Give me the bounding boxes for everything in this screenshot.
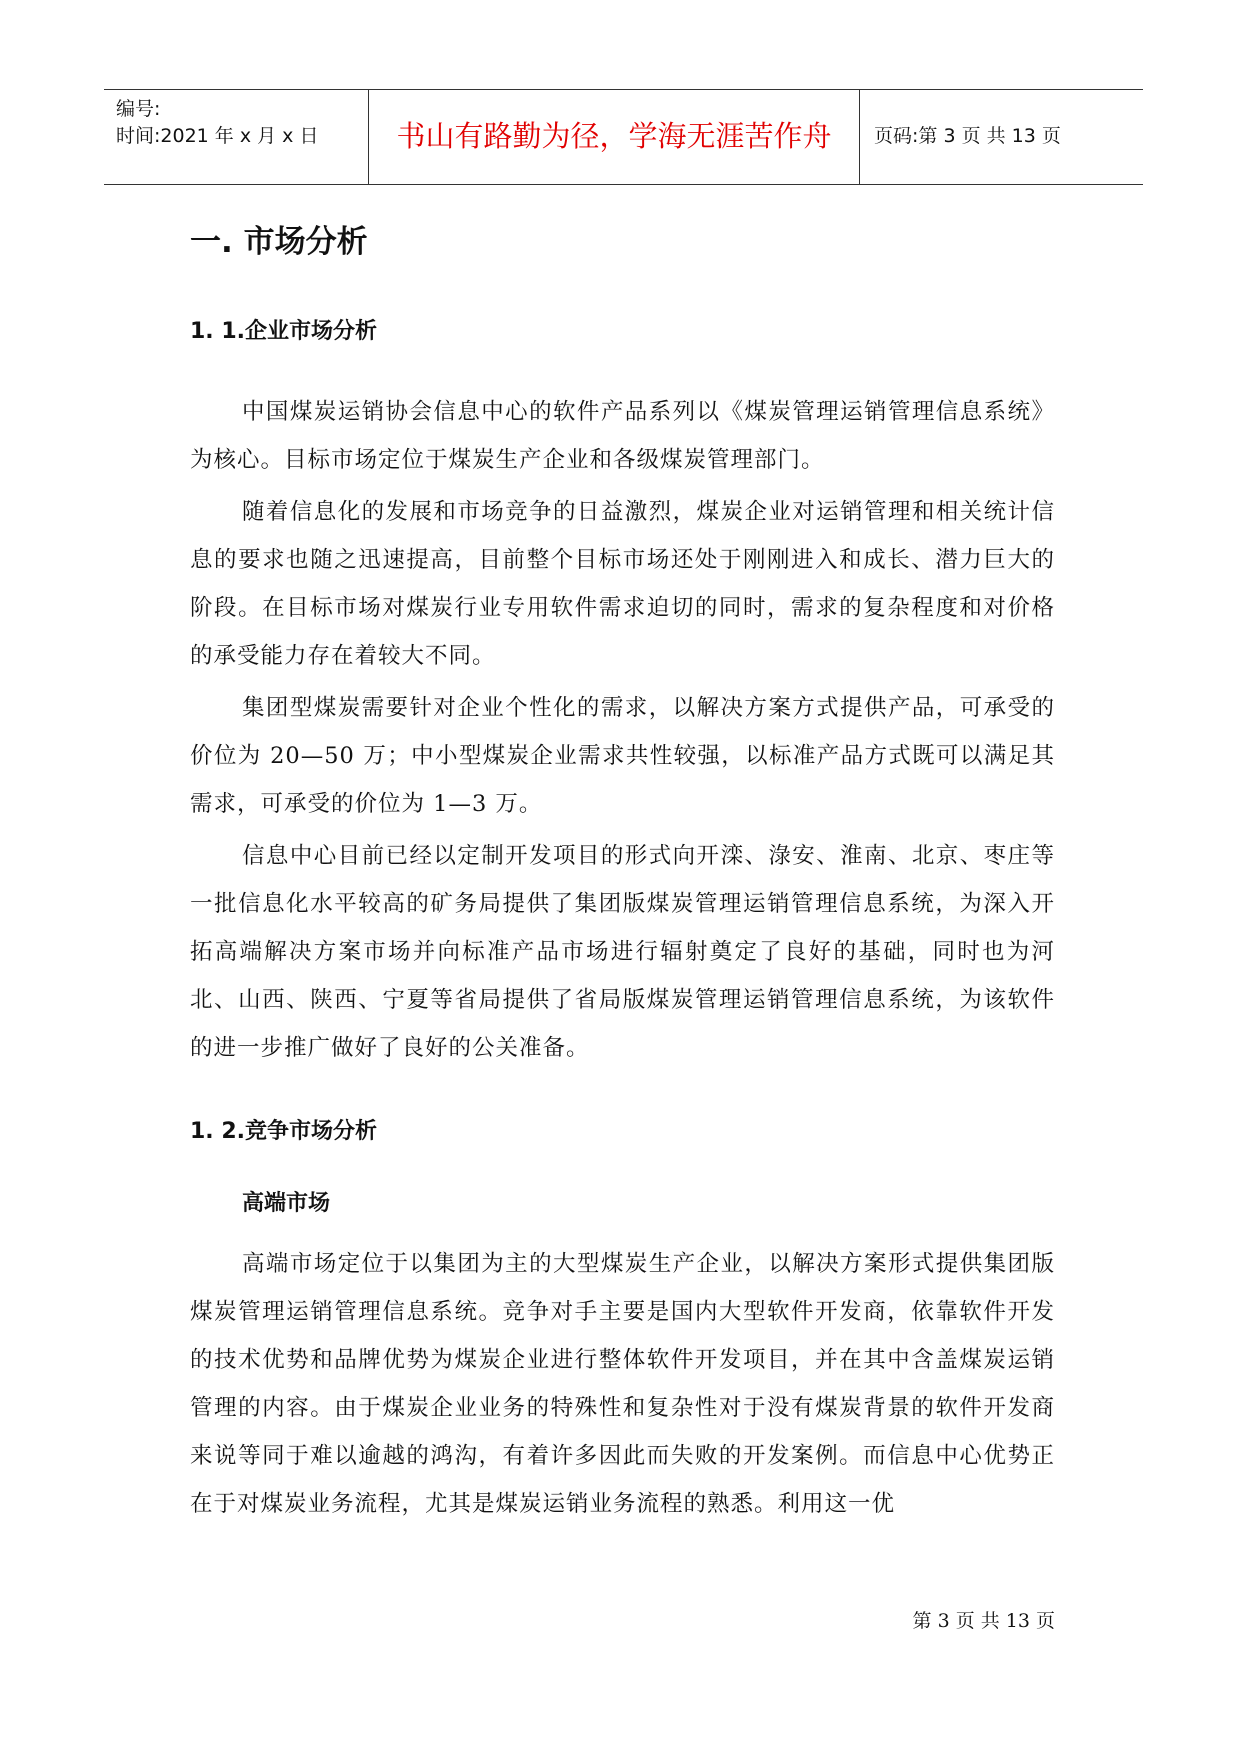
paragraph: 集团型煤炭需要针对企业个性化的需求，以解决方案方式提供产品，可承受的价位为 20—50 万；中小型煤炭企业需求共性较强，以标准产品方式既可以满足其需求，可承受的价位为 1—3 万。 [190,695,1055,817]
subsection-heading: 1. 2.竞争市场分析 [190,1119,377,1144]
header-divider [368,90,369,184]
page-header [104,89,1143,185]
header-meta [116,96,368,150]
header-divider [859,90,860,184]
paragraph: 高端市场定位于以集团为主的大型煤炭生产企业，以解决方案形式提供集团版煤炭管理运销管理信息系统。竞争对手主要是国内大型软件开发商，依靠软件开发的技术优势和品牌优势为煤炭企业进行整体软件开发项目，并在其中含盖煤炭运销管理的内容。由于煤炭企业业务的特殊性和复杂性对于没有煤炭背景的软件开发商来说等同于难以逾越的鸿沟，有着许多因此而失败的开发案例。而信息中心优势正在于对煤炭业务流程，尤其是煤炭运销业务流程的熟悉。利用这一优 [190,1251,1055,1517]
header-motto: 书山有路勤为径，学海无涯苦作舟 [396,119,832,153]
sub-subsection-heading: 高端市场 [242,1191,331,1216]
document-body [190,220,1055,1532]
paragraph: 随着信息化的发展和市场竞争的日益激烈，煤炭企业对运销管理和相关统计信息的要求也随之迅速提高，目前整个目标市场还处于刚刚进入和成长、潜力巨大的阶段。在目标市场对煤炭行业专用软件需求迫切的同时，需求的复杂程度和对价格的承受能力存在着较大不同。 [190,499,1055,669]
document-time-label: 时间:2021 年 x 月 x 日 [116,125,319,147]
document-number-label: 编号: [116,98,161,120]
page-footer: 第 3 页 共 13 页 [912,1610,1055,1632]
section-title: 一. 市场分析 [190,224,368,260]
paragraph: 中国煤炭运销协会信息中心的软件产品系列以《煤炭管理运销管理信息系统》为核心。目标市场定位于煤炭生产企业和各级煤炭管理部门。 [190,399,1055,473]
subsection-heading: 1. 1.企业市场分析 [190,319,377,344]
header-page-code: 页码:第 3 页 共 13 页 [874,125,1061,147]
paragraph: 信息中心目前已经以定制开发项目的形式向开滦、淥安、淮南、北京、枣庄等一批信息化水平较高的矿务局提供了集团版煤炭管理运销管理信息系统，为深入开拓高端解决方案市场并向标准产品市场进行辐射奠定了良好的基础，同时也为河北、山西、陕西、宁夏等省局提供了省局版煤炭管理运销管理信息系统，为该软件的进一步推广做好了良好的公关准备。 [190,843,1055,1061]
